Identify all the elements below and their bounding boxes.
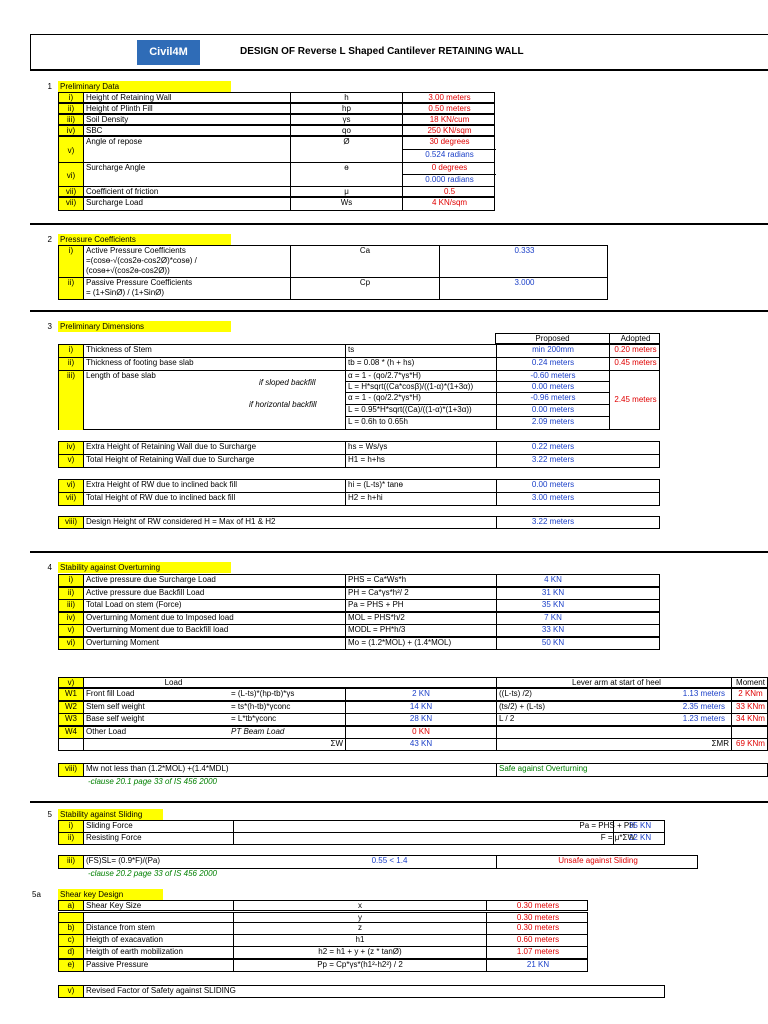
table-row: viii) Mw not less than (1.2*MOL) +(1.4*MDL) Safe against Overturning — [58, 763, 768, 777]
table-row: c) Heigth of exacavation h1 0.60 meters — [58, 934, 588, 947]
table-row: i) Thickness of Stem ts min 200mm 0.20 meters — [58, 344, 660, 358]
table-row: a) Shear Key Size x 0.30 meters — [58, 900, 588, 911]
load-table-header: v) Load Lever arm at start of heel Moment — [58, 677, 768, 688]
table-row: v) Overturning Moment due to Backfill load MODL = PH*h/3 33 KN — [58, 624, 660, 637]
table-row: ii) Active pressure due Backfill Load PH = Ca*γs*h²/ 2 31 KN — [58, 587, 660, 600]
base-length-block: iii) Length of base slab if sloped backfill if horizontal backfill α = 1 - (qo/2.7*γs*H) L = H*sqrt((Ca*cosβ)/((1-α)*(1+3α)) α = 1 - (qo/2.2*γs*H) L = 0.95*H*sqrt((Ca)/((1-α)*(1+3α)) L = 0.6h to 0.65h -0.60 meters 0.00 meters -0.96 meters 0.00 meters 2.09 meters 2.45 meters — [58, 370, 660, 430]
table-row: vii) Surcharge Load Ws 4 KN/sqm — [58, 197, 495, 211]
proposed-adopted-header: Proposed Adopted — [495, 333, 660, 344]
header-divider — [30, 69, 768, 71]
section-divider — [30, 310, 768, 312]
table-row: i) Height of Retaining Wall h 3.00 meters — [58, 92, 495, 103]
active-pressure-cell: Active Pressure Coefficients =(cosɵ-√(cos2ɵ-cos2Ø)*cosɵ) / (cosɵ+√(cos2ɵ-cos2Ø)) — [83, 246, 290, 277]
table-row: e) Passive Pressure Pp = Cp*γs*(h1²-h2²) / 2 21 KN — [58, 959, 588, 972]
section-2-number: 2 — [47, 235, 52, 244]
section-2-title: Pressure Coefficients — [58, 234, 231, 245]
table-row: v) Revised Factor of Safety against SLIDING — [58, 985, 665, 998]
table-row: vi) Overturning Moment Mo = (1.2*MOL) + (1.4*MOL) 50 KN — [58, 637, 660, 650]
table-row: i) Active Pressure Coefficients =(cosɵ-√(cos2ɵ-cos2Ø)*cosɵ) / (cosɵ+√(cos2ɵ-cos2Ø)) Ca 0.333 — [58, 245, 608, 278]
load-sum-row: ΣW 43 KN ΣMR 69 KNm — [58, 738, 768, 751]
civil4m-logo: Civil4M — [137, 40, 200, 65]
clause-note: -clause 20.2 page 33 of IS 456 2000 — [88, 869, 217, 878]
table-row: ii) Passive Pressure Coefficients = (1+SinØ) / (1+SinØ) Cp 3.000 — [58, 277, 608, 300]
passive-pressure-cell: Passive Pressure Coefficients = (1+SinØ) / (1+SinØ) — [83, 278, 290, 299]
table-row: W3 Base self weight = L*tb*γconc 28 KN L / 2 1.23 meters 34 KNm — [58, 713, 768, 726]
page-title: DESIGN OF Reverse L Shaped Cantilever RETAINING WALL — [240, 46, 524, 57]
table-row: vi) Extra Height of RW due to inclined back fill hi = (L-ts)* tanɵ 0.00 meters — [58, 479, 660, 493]
section-3-title: Preliminary Dimensions — [58, 321, 231, 332]
left-border — [30, 34, 31, 70]
table-row: W2 Stem self weight = ts*(h-tb)*γconc 14 KN (ts/2) + (L-ts) 2.35 meters 33 KNm — [58, 701, 768, 714]
table-row: v) Total Height of Retaining Wall due to Surcharge H1 = h+hs 3.22 meters — [58, 454, 660, 468]
clause-note: -clause 20.1 page 33 of IS 456 2000 — [88, 777, 217, 786]
section-divider — [30, 223, 768, 225]
table-row: vii) Coefficient of friction μ 0.5 — [58, 186, 495, 197]
table-row: y 0.30 meters — [58, 912, 588, 923]
table-row: i) Active pressure due Surcharge Load PHS = Ca*Ws*h 4 KN — [58, 574, 660, 587]
section-5a-title: Shear key Design — [58, 889, 163, 900]
table-row: ii) Thickness of footing base slab tb = 0.08 * (h + hs) 0.24 meters 0.45 meters — [58, 357, 660, 371]
section-4-title: Stability against Overturning — [58, 562, 231, 573]
section-divider — [30, 801, 768, 803]
table-row: W4 Other Load PT Beam Load 0 KN — [58, 726, 768, 739]
table-row: ii) Height of Plinth Fill hp 0.50 meters — [58, 103, 495, 114]
table-row: vii) Total Height of RW due to inclined back fill H2 = h+hi 3.00 meters — [58, 492, 660, 506]
section-1-title: Preliminary Data — [58, 81, 231, 92]
table-row: iv) SBC qo 250 KN/sqm — [58, 125, 495, 136]
table-row: i) Sliding Force Pa = PHS + PH 35 KN — [58, 820, 665, 833]
section-4-number: 4 — [47, 563, 52, 572]
table-row: iii) (FS)SL= (0.9*F)/(Pa) 0.55 < 1.4 Unsafe against Sliding — [58, 855, 698, 869]
table-row: iv) Extra Height of Retaining Wall due to Surcharge hs = Ws/γs 0.22 meters — [58, 441, 660, 455]
section-5a-number: 5a — [32, 890, 41, 899]
section-1-number: 1 — [47, 82, 52, 91]
table-row: vi) Surcharge Angle ɵ 0 degrees 0.000 radians — [58, 162, 495, 187]
section-divider — [30, 551, 768, 553]
table-row: viii) Design Height of RW considered H = Max of H1 & H2 3.22 meters — [58, 516, 660, 529]
section-3-number: 3 — [47, 322, 52, 331]
top-border — [30, 34, 768, 35]
table-row: b) Distance from stem z 0.30 meters — [58, 922, 588, 935]
table-row: iii) Total Load on stem (Force) Pa = PHS + PH 35 KN — [58, 599, 660, 612]
table-row: d) Heigth of earth mobilization h2 = h1 + y + (z * tanØ) 1.07 meters — [58, 946, 588, 959]
section-5-title: Stability against Sliding — [58, 809, 163, 820]
table-row: W1 Front fill Load = (L-ts)*(hp-tb)*γs 2 KN ((L-ts) /2) 1.13 meters 2 KNm — [58, 688, 768, 701]
table-row: iii) Soil Density γs 18 KN/cum — [58, 114, 495, 125]
section-5-number: 5 — [47, 810, 52, 819]
table-row: iv) Overturning Moment due to Imposed load MOL = PHS*h/2 7 KN — [58, 612, 660, 625]
table-row: ii) Resisting Force F = μ*ΣW 22 KN — [58, 832, 665, 845]
table-row: v) Angle of repose Ø 30 degrees 0.524 radians — [58, 136, 495, 163]
